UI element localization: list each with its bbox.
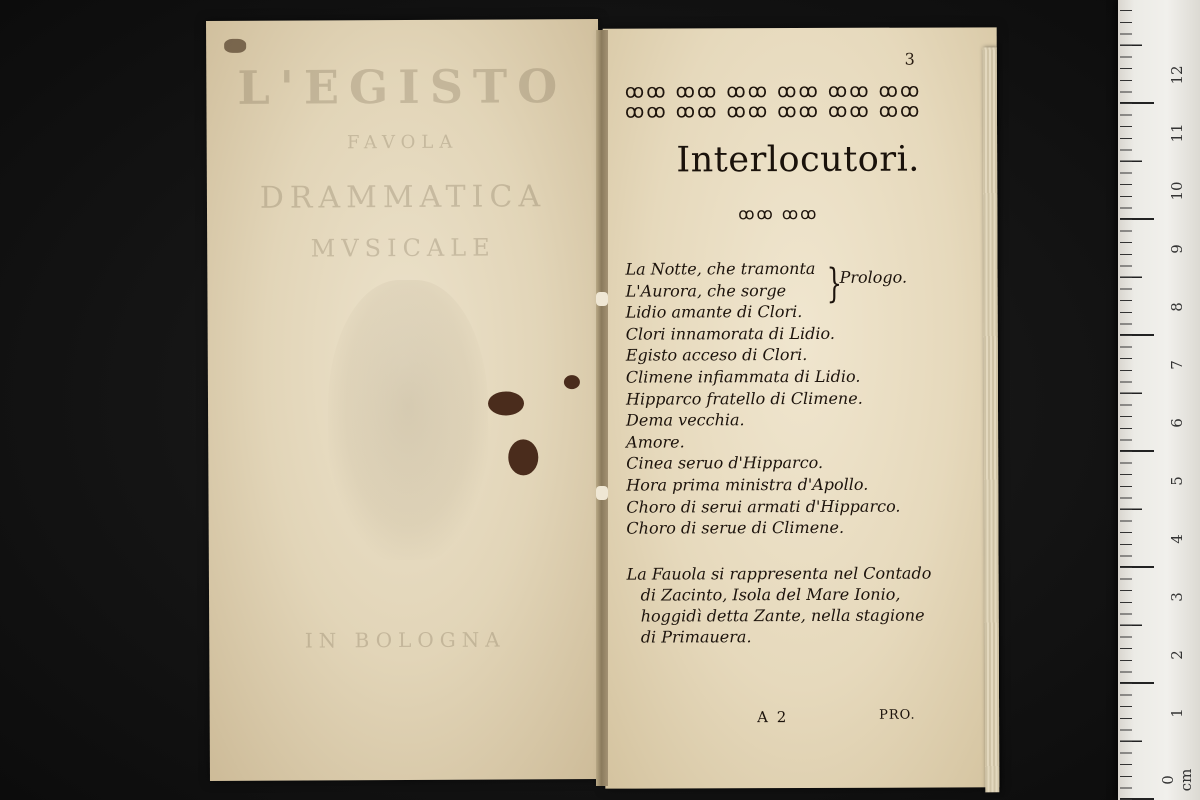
cast-item: Choro di serue di Climene. (626, 517, 845, 538)
ink-stain (508, 439, 538, 475)
measurement-ruler (1118, 0, 1200, 800)
book-gutter (596, 30, 608, 786)
binding-stitch (596, 292, 608, 306)
ruler-number: 0 cm (1159, 768, 1195, 792)
cast-item: Hipparco fratello di Climene. (625, 388, 863, 409)
setting-line: di Primauera. (640, 627, 752, 647)
binding-stitch (596, 486, 608, 500)
setting-paragraph (627, 562, 977, 647)
ruler-number: 9 (1168, 244, 1186, 254)
ruler-number: 2 (1168, 650, 1186, 660)
page-number: 3 (904, 49, 915, 69)
cast-item: Choro di serui armati d'Hipparco. (626, 496, 901, 517)
brace-glyph: } (826, 260, 843, 307)
ruler-number: 7 (1168, 360, 1186, 370)
ruler-number: 12 (1168, 65, 1186, 85)
ornament-divider: ꝏꝏ ꝏꝏ (738, 203, 819, 224)
ruler-number: 4 (1168, 534, 1186, 544)
ruler-number: 1 (1168, 708, 1186, 718)
setting-line: di Zacinto, Isola del Mare Ionio, (640, 584, 901, 605)
left-page (206, 19, 602, 781)
ruler-number: 6 (1168, 418, 1186, 428)
ornament-border: ꝏꝏ ꝏꝏ ꝏꝏ ꝏꝏ ꝏꝏ ꝏꝏ (624, 79, 922, 103)
cast-item: Dema vecchia. (626, 410, 745, 430)
ruler-number: 11 (1168, 123, 1186, 143)
setting-line: hoggidì detta Zante, nella stagione (640, 605, 925, 626)
open-book (200, 14, 1012, 784)
ruler-number: 3 (1168, 592, 1186, 602)
cast-item: Lidio amante di Clori. (625, 302, 803, 322)
cast-item: La Notte, che tramonta (625, 258, 816, 279)
cast-list (625, 258, 900, 540)
ruler-number: 8 (1168, 302, 1186, 312)
ink-stain (488, 391, 524, 415)
cast-item: Hora prima ministra d'Apollo. (626, 474, 869, 495)
show-through-title: L'EGISTO (237, 59, 568, 115)
ink-stain (564, 375, 580, 389)
ruler-number: 5 (1168, 476, 1186, 486)
ruler-ticks (1118, 0, 1158, 800)
ruler-number: 10 (1168, 181, 1186, 201)
signature-mark: A 2 (757, 708, 789, 727)
cast-item: L'Aurora, che sorge (625, 280, 787, 301)
show-through-line: DRAMMATICA (259, 179, 547, 216)
ink-mark (224, 39, 246, 53)
show-through-emblem (327, 280, 488, 561)
prologue-label: Prologo. (839, 267, 908, 287)
cast-item: Egisto acceso di Clori. (625, 345, 808, 365)
cast-item: Climene infiammata di Lidio. (625, 366, 861, 387)
setting-line: La Fauola si rappresenta nel Contado (626, 563, 932, 584)
cast-item: Clori innamorata di Lidio. (625, 323, 835, 344)
show-through-imprint: IN BOLOGNA (304, 627, 506, 653)
right-page (603, 27, 1000, 788)
cast-item: Cinea seruo d'Hipparco. (626, 453, 824, 473)
cast-item: Amore. (626, 432, 685, 452)
ornament-border: ꝏꝏ ꝏꝏ ꝏꝏ ꝏꝏ ꝏꝏ ꝏꝏ (624, 99, 922, 123)
show-through-line: MVSICALE (310, 233, 496, 263)
show-through-line: FAVOLA (346, 131, 459, 154)
catchword: PRO. (879, 707, 916, 723)
page-heading: Interlocutori. (676, 139, 920, 181)
